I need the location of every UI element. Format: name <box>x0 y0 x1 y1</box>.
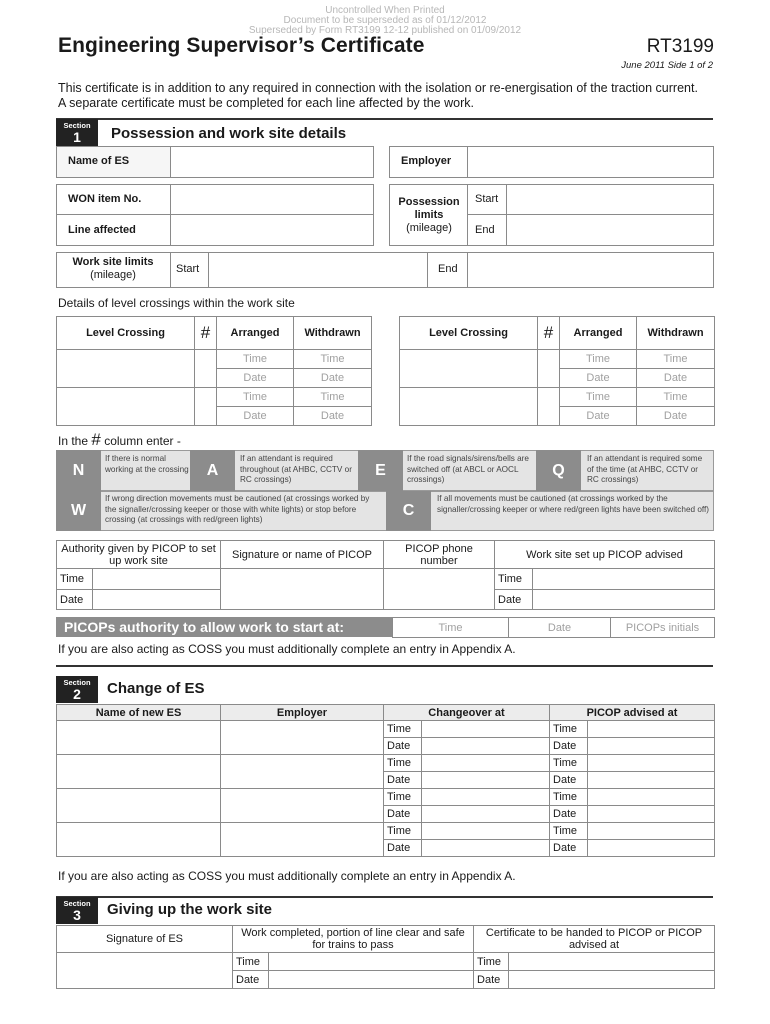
picop-authority-date-input[interactable] <box>93 590 221 610</box>
column-enter-suffix: column enter - <box>104 434 181 448</box>
section-2-number: 2 <box>73 686 81 702</box>
section-2-coss-note: If you are also acting as COSS you must additionally complete an entry in Appendix A. <box>58 869 516 883</box>
lc-arranged-date[interactable]: Date <box>560 407 637 426</box>
changeover-date-label: Date <box>384 806 422 823</box>
code-e-letter: E <box>358 450 403 491</box>
picop-advised-time-input[interactable] <box>588 721 715 738</box>
lc-crossing-input[interactable] <box>400 388 538 426</box>
new-es-name-input[interactable] <box>57 823 221 857</box>
form-side: June 2011 Side 1 of 2 <box>621 60 713 71</box>
lc-code-input[interactable] <box>538 388 560 426</box>
section-3-number: 3 <box>73 907 81 923</box>
picop-advised-time-input[interactable] <box>588 823 715 840</box>
worksite-time-input[interactable] <box>533 569 715 590</box>
section-2-title: Change of ES <box>107 680 205 697</box>
giving-up-header-signature: Signature of ES <box>57 926 233 953</box>
lc-withdrawn-time[interactable]: Time <box>637 388 715 407</box>
picop-advised-time-label: Time <box>550 755 588 772</box>
work-completed-date-input[interactable] <box>269 971 474 989</box>
picop-advised-date-input[interactable] <box>588 738 715 755</box>
picop-header-authority: Authority given by PICOP to set up work site <box>57 541 221 569</box>
code-q-text: If an attendant is required some of the time (at AHBC, CCTV or RC crossings) <box>587 454 703 484</box>
new-es-employer-input[interactable] <box>221 789 384 823</box>
picop-time-label: Time <box>57 569 93 590</box>
changeover-date-input[interactable] <box>422 840 550 857</box>
lc-arranged-date[interactable]: Date <box>217 407 294 426</box>
changeover-date-label: Date <box>384 772 422 789</box>
lc-arranged-time[interactable]: Time <box>217 350 294 369</box>
lc-code-input[interactable] <box>195 350 217 388</box>
changeover-time-input[interactable] <box>422 721 550 738</box>
es-signature-input[interactable] <box>57 953 233 989</box>
certificate-date-label: Date <box>474 971 509 989</box>
won-item-label: WON item No. <box>68 193 142 205</box>
section-3-rule <box>56 896 713 898</box>
changeover-time-label: Time <box>384 755 422 772</box>
picop-date-label: Date <box>57 590 93 610</box>
picop-start-date[interactable]: Date <box>509 618 611 638</box>
giving-up-header-certificate: Certificate to be handed to PICOP or PICOP advised at <box>474 926 715 953</box>
giving-up-table <box>56 925 715 989</box>
lc-withdrawn-date[interactable]: Date <box>637 369 715 388</box>
lc-withdrawn-time[interactable]: Time <box>294 350 372 369</box>
giving-up-header-work: Work completed, portion of line clear and safe for trains to pass <box>233 926 474 953</box>
lc-code-input[interactable] <box>538 350 560 388</box>
picop-authority-bar: PICOPs authority to allow work to start at: <box>56 617 392 637</box>
lc-withdrawn-date[interactable]: Date <box>294 369 372 388</box>
lc-header-crossing: Level Crossing <box>57 317 195 350</box>
picop-advised-date-label: Date <box>550 806 588 823</box>
line-affected-label: Line affected <box>68 224 136 236</box>
work-completed-date-label: Date <box>233 971 269 989</box>
picop-advised-time-input[interactable] <box>588 755 715 772</box>
picop-header-signature: Signature or name of PICOP <box>221 541 384 569</box>
changeover-date-label: Date <box>384 840 422 857</box>
possession-limits-title: Possession limits <box>398 196 460 221</box>
line-affected-input[interactable] <box>170 214 374 246</box>
certificate-time-label: Time <box>474 953 509 971</box>
certificate-time-input[interactable] <box>509 953 715 971</box>
worksite-time-label: Time <box>495 569 533 590</box>
lc-withdrawn-date[interactable]: Date <box>637 407 715 426</box>
picop-header-worksite: Work site set up PICOP advised <box>495 541 715 569</box>
changeover-date-input[interactable] <box>422 738 550 755</box>
work-site-limits-label <box>60 256 166 282</box>
worksite-date-label: Date <box>495 590 533 610</box>
possession-end-label: End <box>475 224 495 236</box>
column-enter-label <box>58 430 181 450</box>
picop-start-time[interactable]: Time <box>393 618 509 638</box>
certificate-date-input[interactable] <box>509 971 715 989</box>
new-es-name-input[interactable] <box>57 789 221 823</box>
lc-header-withdrawn: Withdrawn <box>637 317 715 350</box>
possession-limits-label <box>390 196 468 235</box>
section-3-badge <box>56 897 98 924</box>
work-completed-time-label: Time <box>233 953 269 971</box>
code-n-text: If there is normal working at the crossing <box>105 454 189 474</box>
possession-end-input[interactable] <box>506 214 714 246</box>
section-2-word: Section <box>63 678 91 687</box>
watermark-line-3: Superseded by Form RT3199 12-12 published on 01/09/2012 <box>248 25 522 36</box>
changeover-time-label: Time <box>384 721 422 738</box>
lc-arranged-date[interactable]: Date <box>217 369 294 388</box>
section-3-title: Giving up the work site <box>107 901 273 918</box>
picop-advised-time-label: Time <box>550 789 588 806</box>
picop-advised-date-label: Date <box>550 840 588 857</box>
picop-advised-date-label: Date <box>550 772 588 789</box>
section-1-number: 1 <box>73 129 81 145</box>
lc-crossing-input[interactable] <box>57 350 195 388</box>
lc-header-crossing: Level Crossing <box>400 317 538 350</box>
picop-header-phone: PICOP phone number <box>384 541 495 569</box>
name-of-es-input[interactable] <box>170 146 374 178</box>
possession-start-label: Start <box>475 193 499 205</box>
work-completed-time-input[interactable] <box>269 953 474 971</box>
section-1-word: Section <box>63 121 91 130</box>
code-a-letter: A <box>190 450 235 491</box>
change-header-employer: Employer <box>221 705 384 721</box>
picop-advised-date-input[interactable] <box>588 840 715 857</box>
lc-header-hash: # <box>538 317 560 350</box>
work-site-start-input[interactable] <box>208 252 428 288</box>
new-es-employer-input[interactable] <box>221 721 384 755</box>
picop-advised-date-input[interactable] <box>588 772 715 789</box>
column-enter-prefix: In the <box>58 434 89 448</box>
section-1-rule <box>56 118 713 120</box>
lc-header-hash: # <box>195 317 217 350</box>
section-1-title: Possession and work site details <box>111 125 347 142</box>
code-e-text: If the road signals/sirens/bells are switched off (at ABCL or AOCL crossings) <box>407 454 529 484</box>
possession-limits-mileage: (mileage) <box>406 222 452 234</box>
level-crossing-details-label: Details of level crossings within the work site <box>58 296 295 310</box>
changeover-date-input[interactable] <box>422 772 550 789</box>
changeover-time-input[interactable] <box>422 823 550 840</box>
form-code: RT3199 <box>646 36 714 57</box>
picop-signature-input[interactable] <box>221 569 384 610</box>
picop-advised-date-label: Date <box>550 738 588 755</box>
picop-advised-time-input[interactable] <box>588 789 715 806</box>
name-of-es-label: Name of ES <box>68 155 130 167</box>
change-of-es-table <box>56 704 715 857</box>
intro-text: This certificate is in addition to any required in connection with the isolation or re-energisation of the traction current. A separate certificate must be completed for each line affected by the work. <box>58 81 698 110</box>
changeover-time-input[interactable] <box>422 789 550 806</box>
page-title: Engineering Supervisor’s Certificate <box>58 34 425 57</box>
worksite-date-input[interactable] <box>533 590 715 610</box>
work-site-limits-title: Work site limits <box>72 256 154 268</box>
section-2-rule <box>56 665 713 667</box>
lc-crossing-input[interactable] <box>57 388 195 426</box>
new-es-employer-input[interactable] <box>221 755 384 789</box>
code-w-letter: W <box>56 491 101 531</box>
lc-header-arranged: Arranged <box>560 317 637 350</box>
section-2-badge <box>56 676 98 703</box>
won-item-input[interactable] <box>170 184 374 215</box>
possession-start-input[interactable] <box>506 184 714 215</box>
lc-crossing-input[interactable] <box>400 350 538 388</box>
lc-withdrawn-time[interactable]: Time <box>294 388 372 407</box>
lc-arranged-time[interactable]: Time <box>560 350 637 369</box>
lc-code-input[interactable] <box>195 388 217 426</box>
lc-withdrawn-date[interactable]: Date <box>294 407 372 426</box>
new-es-name-input[interactable] <box>57 721 221 755</box>
level-crossing-table-left <box>56 316 372 426</box>
code-w-text: If wrong direction movements must be cautioned (at crossings worked by the signaller/crossing keeper or those with white lights) or stop before crossing (at crossings with red/green lights) <box>105 494 370 524</box>
watermark-line-2: Document to be superseded as of 01/12/2012 <box>283 15 487 26</box>
work-site-end-label: End <box>438 263 458 275</box>
picop-advised-time-label: Time <box>550 721 588 738</box>
code-q-letter: Q <box>536 450 581 491</box>
change-header-changeover: Changeover at <box>384 705 550 721</box>
changeover-date-input[interactable] <box>422 806 550 823</box>
lc-arranged-date[interactable]: Date <box>560 369 637 388</box>
work-site-limits-mileage: (mileage) <box>90 269 136 281</box>
code-a-text: If an attendant is required throughout (at AHBC, CCTV or RC crossings) <box>240 454 352 484</box>
section-1-badge <box>56 119 98 146</box>
column-enter-hash: # <box>91 430 101 449</box>
employer-label: Employer <box>401 155 452 167</box>
watermark-line-1: Uncontrolled When Printed <box>325 5 445 16</box>
picop-advised-time-label: Time <box>550 823 588 840</box>
level-crossing-table-right <box>399 316 715 426</box>
changeover-time-label: Time <box>384 823 422 840</box>
code-n-letter: N <box>56 450 101 491</box>
code-c-text: If all movements must be cautioned (at crossings worked by the signaller/crossing keeper or where red/green lights have been switched off) <box>437 494 710 514</box>
lc-header-withdrawn: Withdrawn <box>294 317 372 350</box>
change-header-name: Name of new ES <box>57 705 221 721</box>
change-header-picop: PICOP advised at <box>550 705 715 721</box>
lc-arranged-time[interactable]: Time <box>560 388 637 407</box>
picop-advised-date-input[interactable] <box>588 806 715 823</box>
picop-start-initials[interactable]: PICOPs initials <box>611 618 715 638</box>
picop-start-table <box>392 617 715 638</box>
work-site-end-input[interactable] <box>467 252 714 288</box>
picop-phone-input[interactable] <box>384 569 495 610</box>
new-es-employer-input[interactable] <box>221 823 384 857</box>
changeover-time-label: Time <box>384 789 422 806</box>
changeover-time-input[interactable] <box>422 755 550 772</box>
picop-authority-table <box>56 540 715 610</box>
employer-input[interactable] <box>467 146 714 178</box>
changeover-date-label: Date <box>384 738 422 755</box>
picop-authority-time-input[interactable] <box>93 569 221 590</box>
work-site-start-label: Start <box>176 263 200 275</box>
section-3-word: Section <box>63 899 91 908</box>
code-c-letter: C <box>386 491 431 531</box>
lc-header-arranged: Arranged <box>217 317 294 350</box>
section-1-coss-note: If you are also acting as COSS you must additionally complete an entry in Appendix A. <box>58 642 516 656</box>
new-es-name-input[interactable] <box>57 755 221 789</box>
lc-withdrawn-time[interactable]: Time <box>637 350 715 369</box>
lc-arranged-time[interactable]: Time <box>217 388 294 407</box>
